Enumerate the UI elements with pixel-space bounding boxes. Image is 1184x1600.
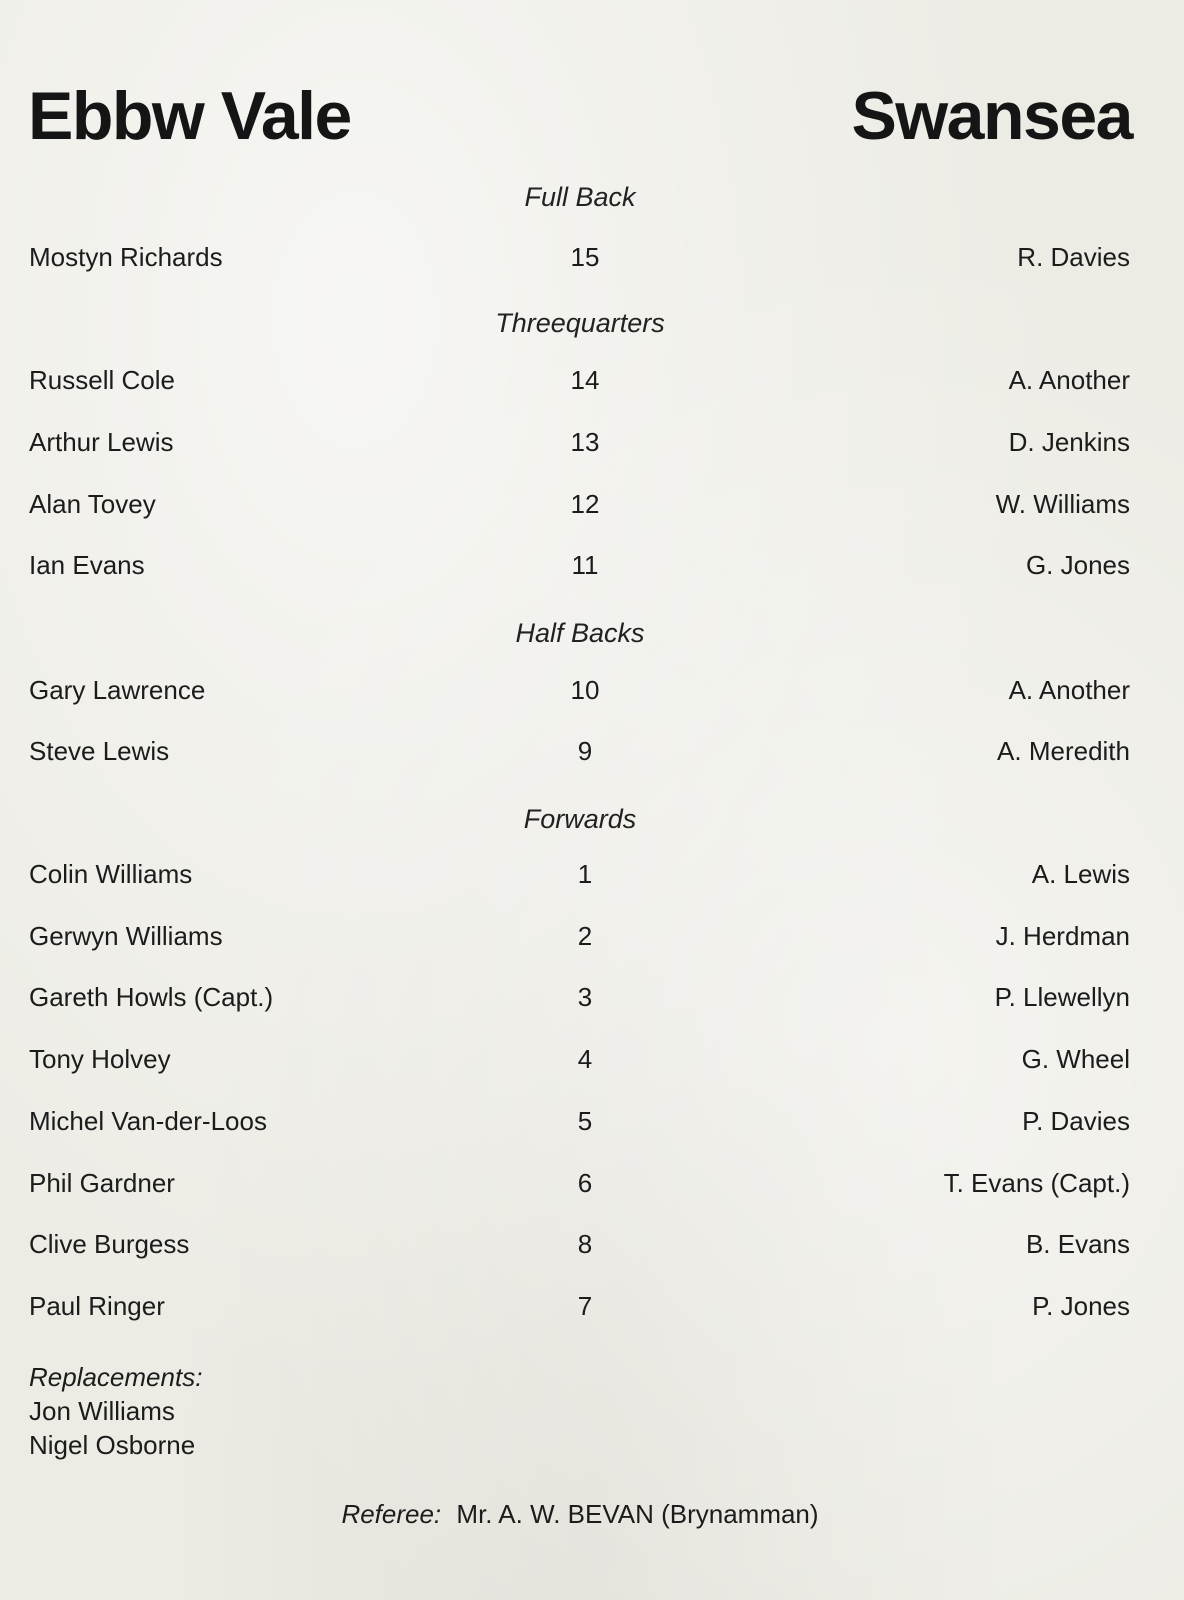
player-row <box>0 487 1184 521</box>
section-heading-forwards: Forwards <box>523 804 637 834</box>
home-player-name: Phil Gardner <box>29 1168 175 1198</box>
away-player-name: J. Herdman <box>995 921 1130 951</box>
away-player-name: A. Lewis <box>1031 859 1130 889</box>
section-heading-full-back: Full Back <box>524 182 636 212</box>
player-row <box>0 857 1184 891</box>
replacement-name: Jon Williams <box>29 1396 175 1426</box>
home-player-name: Gerwyn Williams <box>29 921 223 951</box>
replacements-label: Replacements: <box>29 1362 203 1392</box>
shirt-number: 7 <box>577 1291 593 1321</box>
away-player-name: G. Jones <box>1025 550 1130 580</box>
away-player-name: A. Another <box>1008 675 1130 705</box>
away-player-name: A. Another <box>1008 365 1130 395</box>
home-player-name: Paul Ringer <box>29 1291 165 1321</box>
player-row <box>0 1289 1184 1323</box>
away-player-name: P. Llewellyn <box>994 982 1130 1012</box>
player-row <box>0 1166 1184 1200</box>
home-player-name: Michel Van-der-Loos <box>29 1106 267 1136</box>
home-player-name: Alan Tovey <box>29 489 156 519</box>
player-row <box>0 363 1184 397</box>
shirt-number: 1 <box>577 859 593 889</box>
player-row <box>0 425 1184 459</box>
section-heading-half-backs: Half Backs <box>515 618 645 648</box>
home-player-name: Tony Holvey <box>29 1044 171 1074</box>
player-row <box>0 1042 1184 1076</box>
away-team-title: Swansea <box>851 78 1132 154</box>
home-player-name: Arthur Lewis <box>29 427 174 457</box>
shirt-number: 2 <box>577 921 593 951</box>
away-player-name: A. Meredith <box>997 736 1130 766</box>
away-player-name: P. Davies <box>1022 1106 1130 1136</box>
player-row <box>0 1227 1184 1261</box>
away-player-name: G. Wheel <box>1021 1044 1130 1074</box>
home-player-name: Mostyn Richards <box>29 242 223 272</box>
home-player-name: Ian Evans <box>29 550 145 580</box>
home-player-name: Steve Lewis <box>29 736 170 766</box>
replacement-name: Nigel Osborne <box>29 1430 196 1460</box>
away-player-name: D. Jenkins <box>1008 427 1130 457</box>
home-player-name: Russell Cole <box>29 365 175 395</box>
shirt-number: 3 <box>577 982 593 1012</box>
player-row <box>0 734 1184 768</box>
home-player-name: Gary Lawrence <box>29 675 206 705</box>
shirt-number: 11 <box>571 550 599 580</box>
referee-label: Referee: <box>341 1499 442 1529</box>
shirt-number: 9 <box>577 736 593 766</box>
player-row <box>0 980 1184 1014</box>
away-player-name: P. Jones <box>1032 1291 1130 1321</box>
shirt-number: 4 <box>577 1044 593 1074</box>
home-team-title: Ebbw Vale <box>28 78 351 154</box>
shirt-number: 12 <box>570 489 600 519</box>
shirt-number: 8 <box>577 1229 593 1259</box>
shirt-number: 5 <box>577 1106 593 1136</box>
replacements-block <box>29 1360 202 1462</box>
shirt-number: 14 <box>570 365 600 395</box>
away-player-name: R. Davies <box>1017 242 1130 272</box>
player-row <box>0 1104 1184 1138</box>
player-row <box>0 673 1184 707</box>
referee-name: Mr. A. W. BEVAN (Brynamman) <box>456 1499 819 1529</box>
player-row <box>0 240 1184 274</box>
shirt-number: 6 <box>577 1168 593 1198</box>
away-player-name: B. Evans <box>1025 1229 1130 1259</box>
shirt-number: 15 <box>570 242 600 272</box>
home-player-name: Gareth Howls (Capt.) <box>29 982 274 1012</box>
away-player-name: T. Evans (Capt.) <box>943 1168 1130 1198</box>
shirt-number: 10 <box>570 675 600 705</box>
home-player-name: Clive Burgess <box>29 1229 190 1259</box>
player-row <box>0 548 1184 582</box>
home-player-name: Colin Williams <box>29 859 193 889</box>
player-row <box>0 919 1184 953</box>
referee-line <box>0 1497 1160 1531</box>
section-heading-threequarters: Threequarters <box>495 308 665 338</box>
shirt-number: 13 <box>570 427 600 457</box>
away-player-name: W. Williams <box>995 489 1130 519</box>
